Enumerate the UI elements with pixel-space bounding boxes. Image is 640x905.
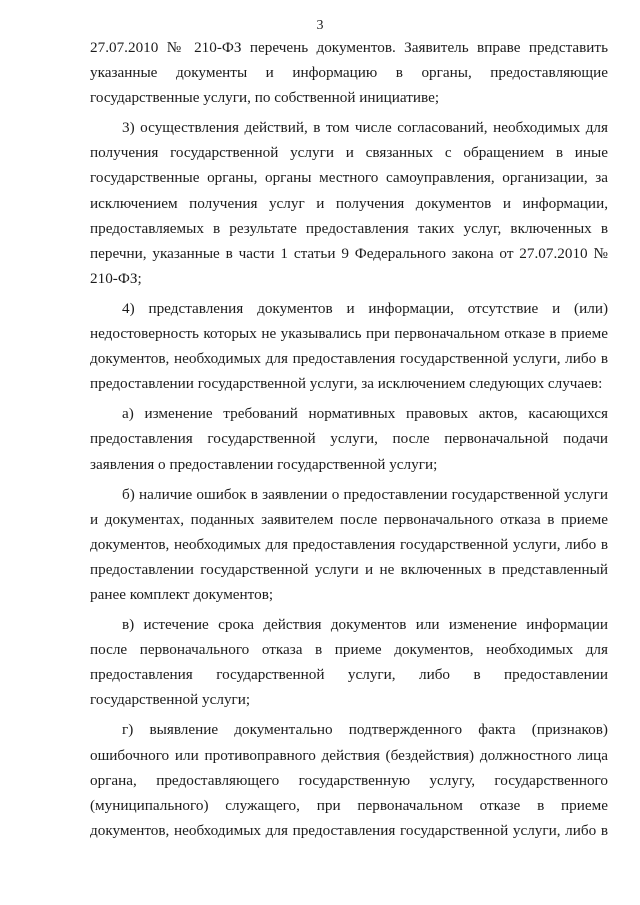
paragraph-subitem-v: в) истечение срока действия документов или изменение информации после первоначального отказа в приеме документов, необходимых для предоставления государственной услуги, либо в предоставлении государственной услуги;: [90, 616, 608, 709]
paragraph-item-3: 3) осуществления действий, в том числе согласований, необходимых для получения государственной услуги и связанных с обращением в иные государственные органы, органы местного самоуправления, организации, за исключением получения услуг и получения документов и информации, предоставляемых в результате предоставления таких услуг, включенных в перечни, указанные в части 1 статьи 9 Федерального закона от 27.07.2010 № 210-ФЗ;: [90, 119, 608, 287]
paragraph-subitem-b: б) наличие ошибок в заявлении о предоставлении государственной услуги и документах, поданных заявителем после первоначального отказа в приеме документов, необходимых для предоставления государственной услуги, либо в предоставлении государственной услуги и не включенных в представленный ранее комплект документов;: [90, 485, 608, 603]
paragraph-subitem-g: г) выявление документально подтвержденного факта (признаков) ошибочного или противоправного действия (бездействия) должностного лица органа, предоставляющего государственную услугу, государственного (муниципального) служащего, при первоначальном отказе в приеме документов, необходимых для предоставления государственной услуги, либо в: [90, 721, 608, 839]
paragraph-item-4: 4) представления документов и информации, отсутствие и (или) недостоверность которых не указывались при первоначальном отказе в приеме документов, необходимых для предоставления государственной услуги, либо в предоставлении государственной услуги, за исключением следующих случаев:: [90, 299, 608, 393]
paragraph-subitem-a: а) изменение требований нормативных правовых актов, касающихся предоставления государственной услуги, после первоначальной подачи заявления о предоставлении государственной услуги;: [90, 405, 608, 473]
paragraph-continuation: 27.07.2010 № 210-ФЗ перечень документов. Заявитель вправе представить указанные документы и информацию в органы, предоставляющие государственные услуги, по собственной инициативе;: [90, 39, 608, 107]
document-body: [90, 35, 608, 848]
page-number: 3: [316, 18, 324, 33]
